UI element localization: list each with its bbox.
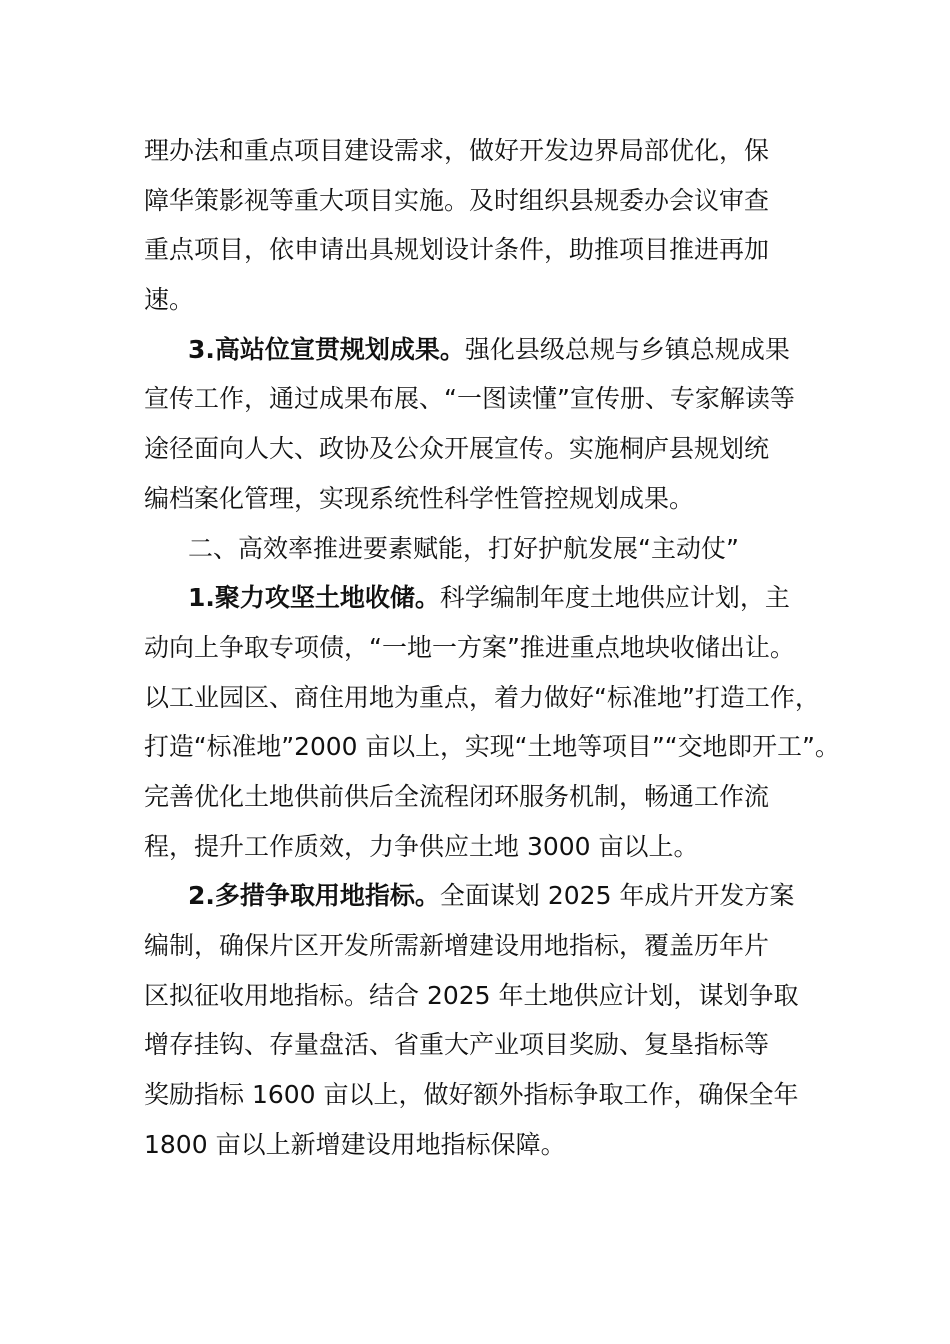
paragraph-text: 强化县级总规与乡镇总规成果: [464, 334, 790, 364]
paragraph-line: [144, 873, 834, 923]
paragraph-line: 理办法和重点项目建设需求，做好开发边界局部优化，保: [144, 136, 770, 165]
paragraph-line: 奖励指标 1600 亩以上，做好额外指标争取工作，确保全年: [144, 1080, 799, 1110]
paragraph-line: 程，提升工作质效，力争供应土地 3000 亩以上。: [144, 831, 699, 861]
paragraph-line: 动向上争取专项债，“一地一方案”推进重点地块收储出让。: [144, 632, 795, 662]
paragraph-line: 障华策影视等重大项目实施。及时组织县规委办会议审查: [144, 185, 770, 215]
section-heading: 2.多措争取用地指标。: [188, 881, 440, 911]
paragraph-line: 编档案化管理，实现系统性科学性管控规划成果。: [144, 483, 695, 513]
paragraph-line: [144, 575, 834, 625]
paragraph-line: 以工业园区、商住用地为重点，着力做好“标准地”打造工作，: [144, 682, 820, 712]
chapter-heading: 二、高效率推进要素赋能，打好护航发展“主动仗”: [188, 533, 739, 563]
paragraph-line: 区拟征收用地指标。结合 2025 年土地供应计划，谋划争取: [144, 980, 799, 1010]
paragraph-text: 科学编制年度土地供应计划，主: [439, 583, 790, 613]
paragraph-text: 全面谋划 2025 年成片开发方案: [439, 881, 795, 911]
paragraph-line: 重点项目，依申请出具规划设计条件，助推项目推进再加: [144, 235, 770, 265]
paragraph-line: 编制，确保片区开发所需新增建设用地指标，覆盖历年片: [144, 931, 770, 960]
paragraph-line: 速。: [144, 285, 195, 315]
section-heading: 3.高站位宣贯规划成果。: [188, 334, 465, 364]
paragraph-line: 1800 亩以上新增建设用地指标保障。: [144, 1129, 566, 1159]
section-heading: 1.聚力攻坚土地收储。: [188, 583, 440, 613]
paragraph-line: [144, 327, 834, 377]
paragraph-line: 打造“标准地”2000 亩以上，实现“土地等项目”“交地即开工”。: [144, 732, 840, 762]
document-body: [144, 128, 840, 1171]
paragraph-line: 完善优化土地供前供后全流程闭环服务机制，畅通工作流: [144, 781, 770, 811]
paragraph-line: 宣传工作，通过成果布展、“一图读懂”宣传册、专家解读等: [144, 384, 795, 414]
paragraph-line: 增存挂钩、存量盘活、省重大产业项目奖励、复垦指标等: [144, 1030, 770, 1060]
paragraph-line: 途径面向人大、政协及公众开展宣传。实施桐庐县规划统: [144, 434, 770, 464]
